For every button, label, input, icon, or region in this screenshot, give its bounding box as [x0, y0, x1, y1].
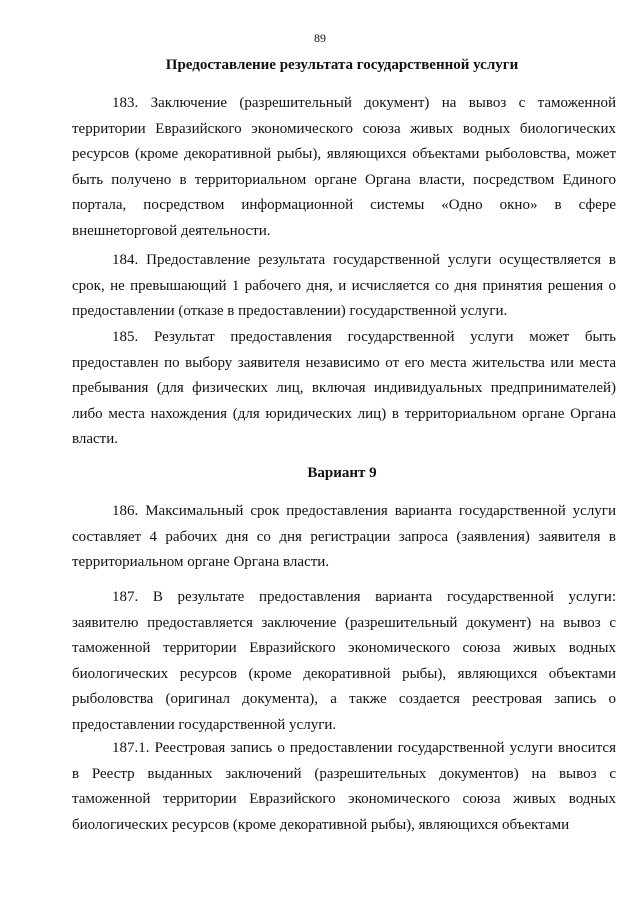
paragraph-187-1: 187.1. Реестровая запись о предоставлении государственной услуги вносится в Реестр выданных заключений (разрешительных документов) на вывоз с таможенной территории Евразийского экономического союза живых водных биологических ресурсов (кроме декоративной рыбы), являющихся объектами	[72, 740, 616, 833]
paragraph-187: 187. В результате предоставления варианта государственной услуги: заявителю предоставляется заключение (разрешительный документ) на вывоз с таможенной территории Евразийского экономического союза живых водных биологических ресурсов (кроме декоративной рыбы), являющихся объектами рыболовства (оригинал документа), а также создается реестровая запись о предоставлении государственной услуги.	[72, 589, 616, 733]
section-heading: Предоставление результата государственной услуги	[165, 57, 519, 73]
paragraph-183: 183. Заключение (разрешительный документ) на вывоз с таможенной территории Евразийского экономического союза живых водных биологических ресурсов (кроме декоративной рыбы), являющихся объектами рыболовства, может быть получено в территориальном органе Органа власти, посредством Единого портала, посредством информационной системы «Одно окно» в сфере внешнеторговой деятельности.	[72, 95, 616, 239]
page-number: 89	[314, 31, 326, 45]
paragraph-185: 185. Результат предоставления государственной услуги может быть предоставлен по выбору заявителя независимо от его места жительства или места пребывания (для физических лиц, включая индивидуальных предпринимателей) либо места нахождения (для юридических лиц) в территориальном органе Органа власти.	[72, 329, 616, 448]
variant-heading: Вариант 9	[307, 465, 377, 481]
paragraph-186: 186. Максимальный срок предоставления варианта государственной услуги составляет 4 рабочих дня со дня регистрации запроса (заявления) заявителя в территориальном органе Органа власти.	[72, 503, 616, 571]
paragraph-184: 184. Предоставление результата государственной услуги осуществляется в срок, не превышающий 1 рабочего дня, и исчисляется со дня принятия решения о предоставлении (отказе в предоставлении) государственной услуги.	[72, 252, 616, 320]
